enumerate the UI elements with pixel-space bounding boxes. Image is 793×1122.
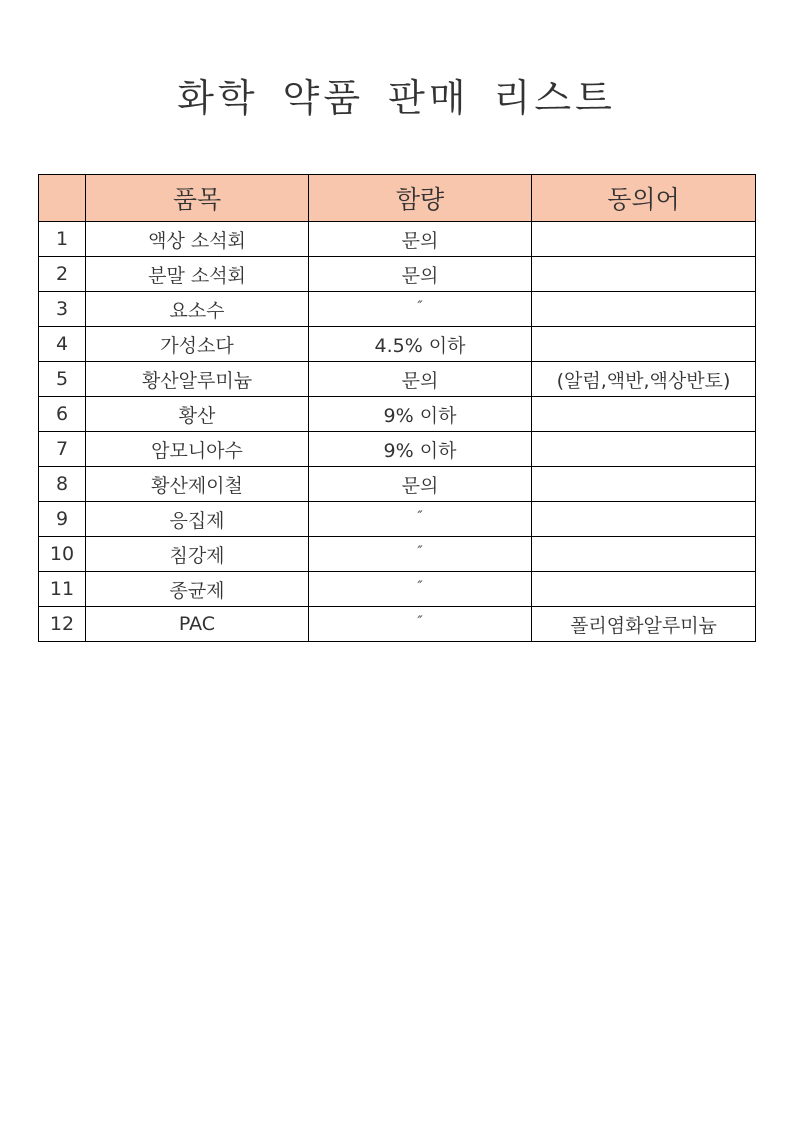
row-number: 9	[39, 502, 86, 537]
item-name: 암모니아수	[86, 432, 309, 467]
item-name: 침강제	[86, 537, 309, 572]
item-synonym	[532, 502, 756, 537]
ditto-mark: ″	[417, 579, 423, 595]
item-synonym: (알럼,액반,액상반토)	[532, 362, 756, 397]
item-synonym: 폴리염화알루미늄	[532, 607, 756, 642]
table-row	[39, 257, 756, 292]
row-number: 1	[39, 222, 86, 257]
item-name: 황산	[86, 397, 309, 432]
row-number: 2	[39, 257, 86, 292]
item-content: 4.5% 이하	[309, 327, 532, 362]
ditto-mark: ″	[417, 614, 423, 630]
item-synonym	[532, 537, 756, 572]
header-item-name: 품목	[86, 175, 309, 222]
table-row	[39, 292, 756, 327]
item-content	[309, 607, 532, 642]
item-content: 문의	[309, 362, 532, 397]
table-row	[39, 537, 756, 572]
item-name: 분말 소석회	[86, 257, 309, 292]
row-number: 4	[39, 327, 86, 362]
row-number: 3	[39, 292, 86, 327]
table-row	[39, 222, 756, 257]
item-content: 문의	[309, 222, 532, 257]
item-synonym	[532, 257, 756, 292]
item-content	[309, 537, 532, 572]
header-number	[39, 175, 86, 222]
item-name: 응집제	[86, 502, 309, 537]
item-name: PAC	[86, 607, 309, 642]
item-name: 가성소다	[86, 327, 309, 362]
item-name: 황산알루미늄	[86, 362, 309, 397]
page-title: 화학 약품 판매 리스트	[177, 76, 616, 120]
row-number: 12	[39, 607, 86, 642]
row-number: 10	[39, 537, 86, 572]
ditto-mark: ″	[417, 299, 423, 315]
item-synonym	[532, 467, 756, 502]
item-name: 액상 소석회	[86, 222, 309, 257]
row-number: 11	[39, 572, 86, 607]
table-row	[39, 607, 756, 642]
item-content	[309, 502, 532, 537]
table-row	[39, 502, 756, 537]
table-row	[39, 327, 756, 362]
ditto-mark: ″	[417, 509, 423, 525]
header-content: 함량	[309, 175, 532, 222]
item-name: 종균제	[86, 572, 309, 607]
item-synonym	[532, 432, 756, 467]
item-name: 요소수	[86, 292, 309, 327]
item-synonym	[532, 572, 756, 607]
item-content: 9% 이하	[309, 432, 532, 467]
row-number: 6	[39, 397, 86, 432]
item-synonym	[532, 397, 756, 432]
item-content: 문의	[309, 257, 532, 292]
header-synonym: 동의어	[532, 175, 756, 222]
item-synonym	[532, 327, 756, 362]
row-number: 8	[39, 467, 86, 502]
ditto-mark: ″	[417, 544, 423, 560]
table-row	[39, 467, 756, 502]
table-row	[39, 432, 756, 467]
table-header-row	[39, 175, 756, 222]
row-number: 7	[39, 432, 86, 467]
item-synonym	[532, 292, 756, 327]
item-content: 9% 이하	[309, 397, 532, 432]
item-content	[309, 572, 532, 607]
item-name: 황산제이철	[86, 467, 309, 502]
item-synonym	[532, 222, 756, 257]
item-content	[309, 292, 532, 327]
row-number: 5	[39, 362, 86, 397]
table-row	[39, 362, 756, 397]
chemical-list-table	[38, 174, 756, 642]
item-content: 문의	[309, 467, 532, 502]
table-row	[39, 397, 756, 432]
table-row	[39, 572, 756, 607]
